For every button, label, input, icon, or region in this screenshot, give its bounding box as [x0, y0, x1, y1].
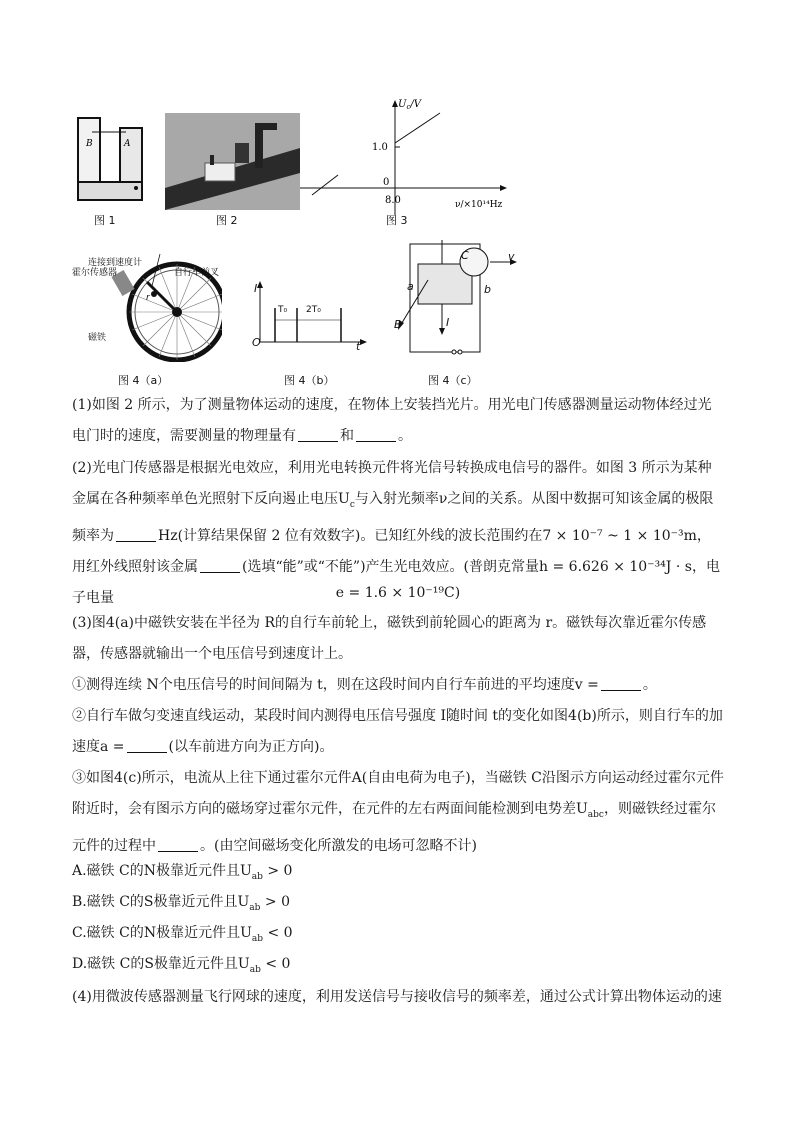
- label-t0: T₀: [278, 305, 288, 315]
- figure-3: [300, 95, 520, 225]
- figure-4a-caption: 图 4（a）: [118, 374, 169, 387]
- label-r: r: [146, 293, 150, 303]
- current-time-graph: [250, 280, 370, 355]
- tick-1: 1.0: [372, 142, 388, 153]
- label-2t0: 2T₀: [306, 305, 321, 315]
- question-4: (4)用微波传感器测量飞行网球的速度，利用发送信号与接收信号的频率差，通过公式计算出物体运动的速: [72, 989, 722, 1005]
- option-b: B.磁铁 C的S极靠近元件且$U_{ab} > 0$: [72, 894, 290, 913]
- label-a-side: a: [407, 280, 414, 293]
- question-3-part-2: ②自行车做匀变速直线运动，某段时间内测得电压信号强度 I随时间 t的变化如图4(b)所示，则自行车的加速度a = (以车前进方向为正方向)。: [72, 708, 723, 755]
- label-c: C: [461, 249, 469, 262]
- label-i-current: I: [446, 316, 450, 329]
- question-2: (2)光电门传感器是根据光电效应，利用光电转换元件将光信号转换成电信号的器件。如图 3 所示为某种金属在各种频率单色光照射下反向遏止电压$U_c$与入射光频率ν之间的关系。从图中数据可知该金属的极限频率为 Hz(计算结果保留 2 位有效数字)。已知红外线的波长范围约在7 × 10⁻⁷ ~ 1 × 10⁻³m，用红外线照射该金属 (选填“能”或“不能”)产生光电效应。(普朗克常量h = 6.626 × 10⁻³⁴J · s，电子电量: [72, 460, 720, 606]
- label-o: O: [252, 336, 261, 349]
- figure-1-caption: 图 1: [94, 214, 116, 227]
- option-d: D.磁铁 C的S极靠近元件且$U_{ab} < 0$: [72, 956, 291, 975]
- figure-3-caption: 图 3: [386, 214, 408, 227]
- tick-0: 0: [383, 177, 390, 188]
- label-t: t: [356, 340, 361, 353]
- figure-2-photo: [165, 113, 300, 210]
- label-v: v: [508, 250, 515, 263]
- x-axis-label: ν/×10¹⁴Hz: [455, 200, 503, 210]
- answer-blank[interactable]: [298, 427, 338, 442]
- answer-blank[interactable]: [158, 837, 198, 852]
- y-axis-label: $U_c/V$: [398, 99, 421, 111]
- question-3-part-1: ①测得连续 N个电压信号的时间间隔为 t，则在这段时间内自行车前进的平均速度v = 。: [72, 677, 657, 693]
- label-fork: 自行车前叉: [174, 268, 220, 278]
- answer-blank[interactable]: [356, 427, 396, 442]
- figure-4c-caption: 图 4（c）: [428, 374, 478, 387]
- answer-blank[interactable]: [127, 738, 167, 753]
- tick-8: 8.0: [385, 195, 401, 206]
- label-connect: 连接到速度计: [88, 258, 143, 268]
- photogate-drawing: [72, 110, 152, 210]
- track-photo-drawing: [165, 113, 300, 210]
- question-3-intro: (3)图4(a)中磁铁安装在半径为 R的自行车前轮上，磁铁到前轮圆心的距离为 r。磁铁每次靠近霍尔传感器，传感器就输出一个电压信号到速度计上。: [72, 615, 707, 662]
- figure-2-caption: 图 2: [216, 214, 238, 227]
- answer-blank[interactable]: [200, 558, 240, 573]
- answer-blank[interactable]: [601, 676, 641, 691]
- label-b-field: B: [394, 318, 402, 331]
- uc-frequency-graph: [300, 95, 520, 225]
- question-1: (1)如图 2 所示，为了测量物体运动的速度，在物体上安装挡光片。用光电门传感器测量运动物体经过光电门时的速度，需要测量的物理量有 和 。: [72, 397, 712, 444]
- question-2-constant: e = 1.6 × 10⁻¹⁹C): [335, 585, 461, 601]
- figure-4b: [250, 280, 370, 355]
- hall-element-drawing: [392, 240, 522, 360]
- figure-4b-caption: 图 4（b）: [284, 374, 335, 387]
- label-b: B: [86, 139, 93, 149]
- option-a: A.磁铁 C的N极靠近元件且$U_{ab} > 0$: [72, 863, 293, 882]
- label-b-side: b: [484, 283, 491, 296]
- option-c: C.磁铁 C的N极靠近元件且$U_{ab} < 0$: [72, 925, 293, 944]
- label-hall: 霍尔传感器: [72, 268, 118, 278]
- figure-4c: [392, 240, 522, 360]
- label-a: A: [124, 139, 131, 149]
- label-i: I: [254, 282, 258, 295]
- answer-blank[interactable]: [116, 527, 156, 542]
- question-3-part-3: ③如图4(c)所示，电流从上往下通过霍尔元件A(自由电荷为电子)，当磁铁 C沿图示方向运动经过霍尔元件附近时，会有图示方向的磁场穿过霍尔元件，在元件的左右两面间能检测到电势差$U_{abc}$，则磁铁经过霍尔元件的过程中 。(由空间磁场变化所激发的电场可忽略不计): [72, 770, 724, 854]
- figure-1: [72, 110, 152, 210]
- label-magnet: 磁铁: [88, 333, 107, 343]
